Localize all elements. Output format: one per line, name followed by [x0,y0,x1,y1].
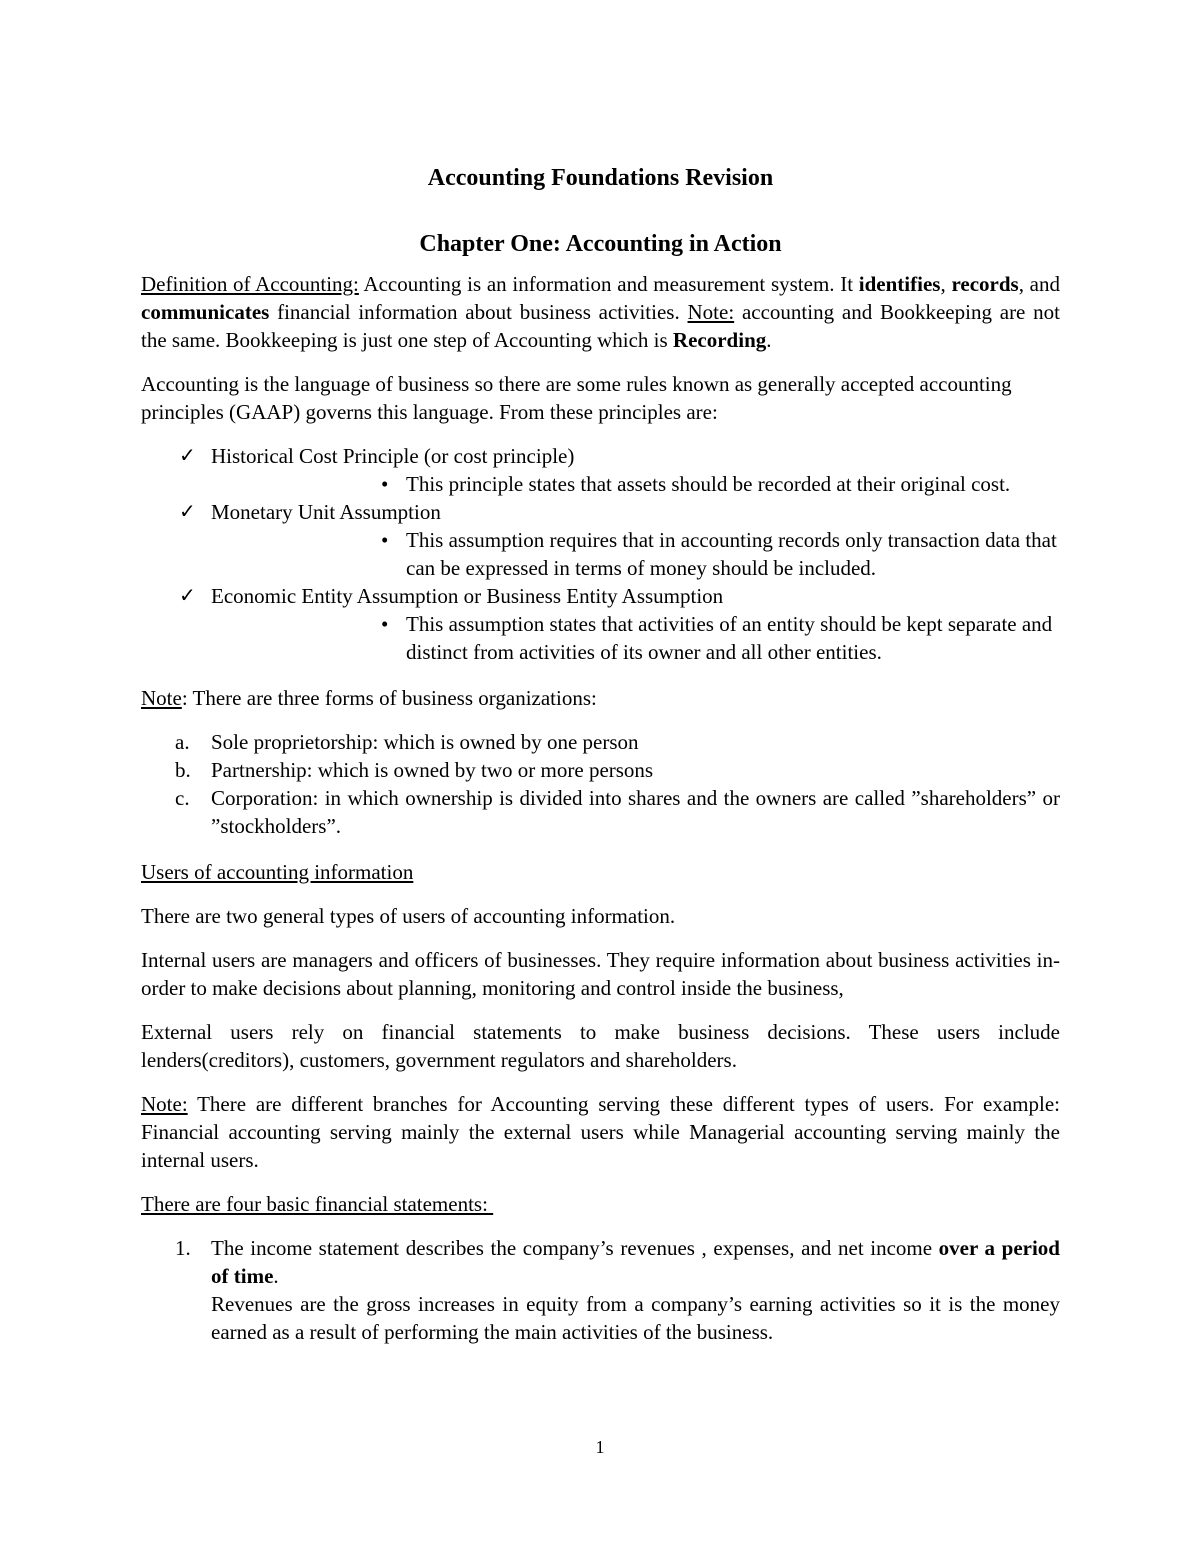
list-marker: b. [175,758,191,782]
definition-text: , and [1018,272,1060,296]
list-item [141,498,1060,582]
principle-detail [211,610,1060,666]
internal-users-paragraph: Internal users are managers and officers of businesses. They require information about business activities in-order to make decisions about planning, monitoring and control inside the business, [141,948,1060,1000]
list-item [141,784,1060,840]
definition-text: Accounting is an information and measurement system. It [358,272,859,296]
statements-list [141,1234,1060,1346]
list-item [141,442,1060,498]
page-number: 1 [595,1437,605,1457]
principle-detail-text: This assumption states that activities of an entity should be kept separate and distinct from activities of its owner and all other entities. [406,612,1053,664]
definition-text: , [940,272,952,296]
statements-heading: There are four basic financial statements: [141,1192,494,1216]
definition-text: accounting and Bookkeeping are not the same. Bookkeeping is just one step of Accounting which is [141,300,1060,352]
business-forms-list [141,728,1060,840]
statement-text: The income statement describes the company’s revenues , expenses, and net income [211,1236,939,1260]
principles-list [141,442,1060,666]
principle-name: Historical Cost Principle (or cost principle) [211,444,575,468]
principle-name: Monetary Unit Assumption [211,500,441,524]
definition-text: . [766,328,772,352]
checkmark-icon: ✓ [179,585,196,607]
gaap-intro-paragraph: Accounting is the language of business so there are some rules known as generally accepted accounting principles (GAAP) governs this language. From these principles are: [141,372,1012,424]
revenues-text: Revenues are the gross increases in equity from a company’s earning activities so it is the money earned as a result of performing the main activities of the business. [211,1292,1060,1344]
form-text: Partnership: which is owned by two or more persons [211,758,654,782]
definition-label: Definition of Accounting: [141,272,359,296]
note-label: Note: [141,1092,188,1116]
list-marker: a. [175,730,190,754]
bold-term-identifies: identifies [858,272,941,296]
bold-term-period: over a period of time [211,1236,1060,1288]
note-label: Note [141,686,182,710]
bullet-icon: • [381,612,389,636]
bold-term-recording: Recording [672,328,767,352]
principle-detail-text: This principle states that assets should be recorded at their original cost. [406,472,1011,496]
chapter-heading: Chapter One: Accounting in Action [419,231,782,257]
branches-note-paragraph [141,1090,1060,1174]
list-item [141,756,1060,784]
form-text: Corporation: in which ownership is divided into shares and the owners are called ”shareholders” or ”stockholders”. [211,786,1060,838]
bullet-icon: • [381,528,389,552]
bold-term-records: records [951,272,1019,296]
principle-detail [211,470,1060,498]
form-text: Sole proprietorship: which is owned by one person [211,730,639,754]
list-item [141,1234,1060,1346]
principle-detail [211,526,1060,582]
list-item [141,582,1060,666]
forms-note-text: : There are three forms of business organizations: [181,686,597,710]
forms-note-paragraph [141,684,1060,712]
definition-paragraph [141,270,1060,354]
page-content [141,162,1060,1346]
users-intro-paragraph: There are two general types of users of accounting information. [141,904,676,928]
bullet-icon: • [381,472,389,496]
users-heading: Users of accounting information [141,860,414,884]
principle-detail-text: This assumption requires that in accounting records only transaction data that can be expressed in terms of money should be included. [406,528,1057,580]
list-marker: 1. [175,1236,191,1260]
definition-text: financial information about business activities. [269,300,688,324]
branches-note-text: There are different branches for Accounting serving these different types of users. For example: Financial accounting serving mainly the external users while Managerial accounting serving mainly the internal users. [141,1092,1060,1172]
statement-text: . [273,1264,279,1288]
list-item [141,728,1060,756]
bold-term-communicates: communicates [141,300,270,324]
document-title: Accounting Foundations Revision [427,165,774,191]
list-marker: c. [175,786,190,810]
checkmark-icon: ✓ [179,445,196,467]
principle-name: Economic Entity Assumption or Business Entity Assumption [211,584,724,608]
checkmark-icon: ✓ [179,501,196,523]
external-users-paragraph: External users rely on financial statements to make business decisions. These users include lenders(creditors), customers, government regulators and shareholders. [141,1020,1060,1072]
note-label: Note: [687,300,735,324]
